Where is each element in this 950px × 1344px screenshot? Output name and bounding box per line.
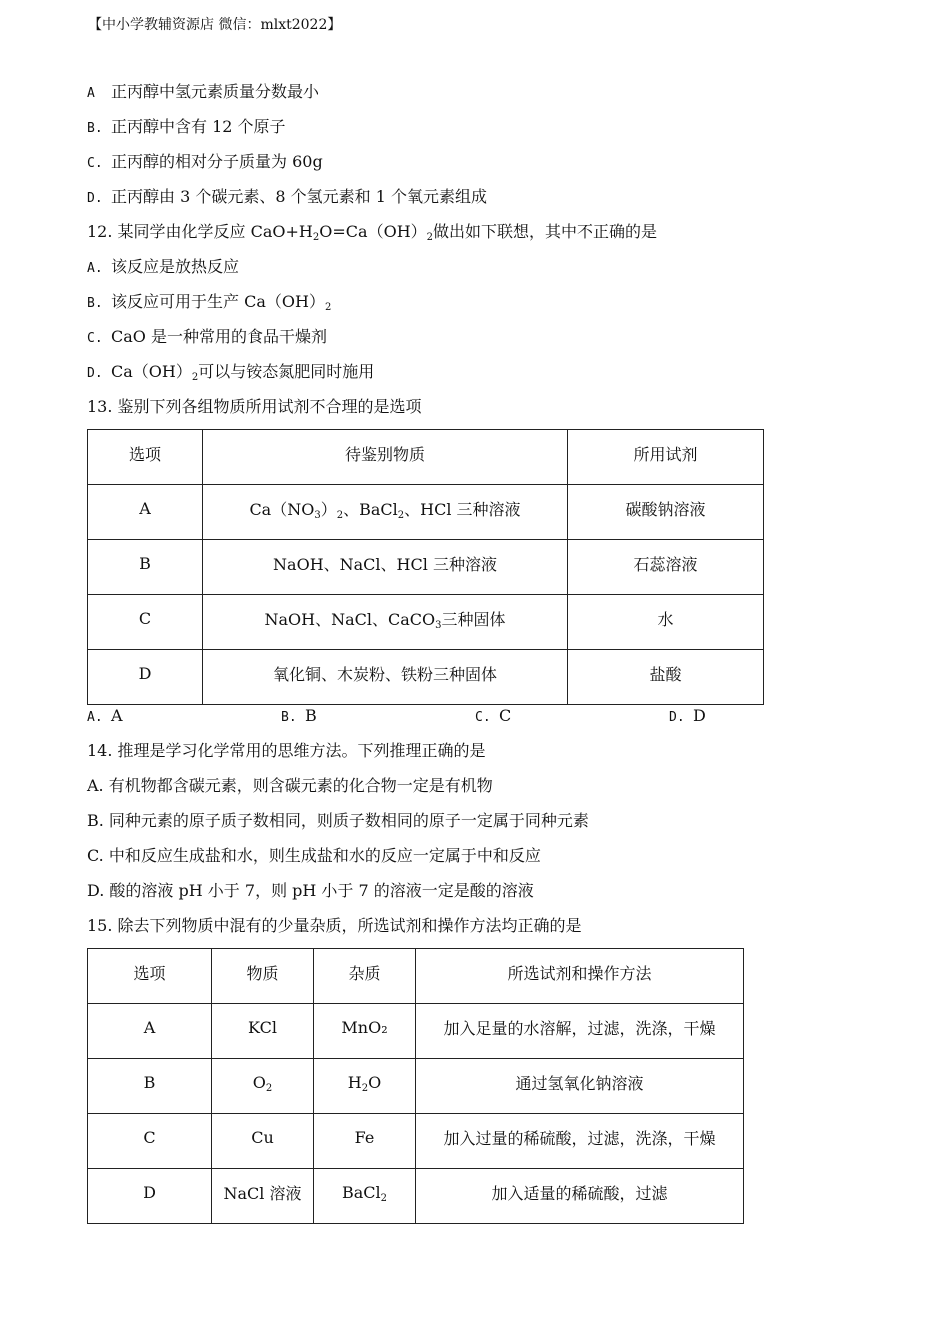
table-cell-impurity: BaCl$_2$ <box>314 1169 416 1224</box>
q11-option-c: C. 正丙醇的相对分子质量为 60g <box>87 152 323 171</box>
q12-option-a: A. 该反应是放热反应 <box>87 257 240 276</box>
table-cell-option: D <box>88 1169 212 1224</box>
table-cell-substances: 氧化铜、木炭粉、铁粉三种固体 <box>203 650 568 705</box>
table-header-cell: 选项 <box>88 430 203 485</box>
table-row <box>88 1004 744 1059</box>
table-cell-method: 加入适量的稀硫酸，过滤 <box>416 1169 744 1224</box>
q14-option-b: B. 同种元素的原子质子数相同，则质子数相同的原子一定属于同种元素 <box>87 811 589 830</box>
table-cell-substances: NaOH、NaCl、HCl 三种溶液 <box>203 540 568 595</box>
q13-answer-a: A. A <box>87 706 123 725</box>
q12-option-d: D. $Ca(OH)_2$可以与铵态氮肥同时施用 <box>87 362 375 383</box>
table-header-cell: 所选试剂和操作方法 <box>416 949 744 1004</box>
table-cell-option: A <box>88 1004 212 1059</box>
table-cell-option: D <box>88 650 203 705</box>
page-header: 【中小学教辅资源店 微信：mlxt2022】 <box>88 17 342 33</box>
table-cell-method: 通过氢氧化钠溶液 <box>416 1059 744 1114</box>
table-cell-substance: KCl <box>212 1004 314 1059</box>
table-row <box>88 650 764 705</box>
q11-option-a: A 正丙醇中氢元素质量分数最小 <box>87 82 320 101</box>
q12-option-c: C. CaO 是一种常用的食品干燥剂 <box>87 327 327 346</box>
q14-option-d: D. 酸的溶液 pH 小于 7，则 pH 小于 7 的溶液一定是酸的溶液 <box>87 881 534 900</box>
table-cell-option: C <box>88 1114 212 1169</box>
table-cell-impurity: $H_2O$ <box>314 1059 416 1114</box>
q13-answer-c: C. C <box>475 706 512 725</box>
table-header-row <box>88 949 744 1004</box>
table-cell-impurity: Fe <box>314 1114 416 1169</box>
table-row <box>88 1169 744 1224</box>
table-row <box>88 540 764 595</box>
q13-answer-d: D. D <box>669 706 706 725</box>
q15-table <box>87 948 744 1224</box>
table-cell-option: B <box>88 1059 212 1114</box>
table-cell-impurity: MnO₂ <box>314 1004 416 1059</box>
table-cell-reagent: 碳酸钠溶液 <box>568 485 764 540</box>
table-header-cell: 物质 <box>212 949 314 1004</box>
q13-stem: 13. 鉴别下列各组物质所用试剂不合理的是选项 <box>87 397 422 416</box>
table-cell-substance: Cu <box>212 1114 314 1169</box>
q11-option-d: D. 正丙醇由 3 个碳元素、8 个氢元素和 1 个氧元素组成 <box>87 187 487 206</box>
table-cell-reagent: 水 <box>568 595 764 650</box>
table-row <box>88 1059 744 1114</box>
q12-stem: 12. 某同学由化学反应 $CaO+H_2O=Ca(OH)_2$做出如下联想，其中不正确的是 <box>87 222 658 243</box>
table-cell-reagent: 盐酸 <box>568 650 764 705</box>
table-cell-substances: NaOH、NaCl、CaCO$_3$三种固体 <box>203 595 568 650</box>
table-cell-substances: $Ca(NO_3)_2$、BaCl$_2$、HCl 三种溶液 <box>203 485 568 540</box>
table-header-row <box>88 430 764 485</box>
table-cell-substance: NaCl 溶液 <box>212 1169 314 1224</box>
table-cell-option: A <box>88 485 203 540</box>
table-header-cell: 杂质 <box>314 949 416 1004</box>
q13-table <box>87 429 764 705</box>
table-cell-option: B <box>88 540 203 595</box>
table-row <box>88 1114 744 1169</box>
table-row <box>88 595 764 650</box>
q12-option-b: B. 该反应可用于生产 $Ca(OH)_2$ <box>87 292 332 313</box>
table-cell-reagent: 石蕊溶液 <box>568 540 764 595</box>
q13-answer-b: B. B <box>281 706 317 725</box>
table-header-cell: 所用试剂 <box>568 430 764 485</box>
q14-option-a: A. 有机物都含碳元素，则含碳元素的化合物一定是有机物 <box>87 776 493 795</box>
table-row <box>88 485 764 540</box>
table-cell-method: 加入足量的水溶解，过滤，洗涤，干燥 <box>416 1004 744 1059</box>
table-cell-method: 加入过量的稀硫酸，过滤，洗涤，干燥 <box>416 1114 744 1169</box>
q14-stem: 14. 推理是学习化学常用的思维方法。下列推理正确的是 <box>87 741 486 760</box>
q15-stem: 15. 除去下列物质中混有的少量杂质，所选试剂和操作方法均正确的是 <box>87 916 582 935</box>
table-header-cell: 待鉴别物质 <box>203 430 568 485</box>
q11-option-b: B. 正丙醇中含有 12 个原子 <box>87 117 286 136</box>
table-cell-option: C <box>88 595 203 650</box>
table-cell-substance: $O_2$ <box>212 1059 314 1114</box>
q14-option-c: C. 中和反应生成盐和水，则生成盐和水的反应一定属于中和反应 <box>87 846 541 865</box>
table-header-cell: 选项 <box>88 949 212 1004</box>
